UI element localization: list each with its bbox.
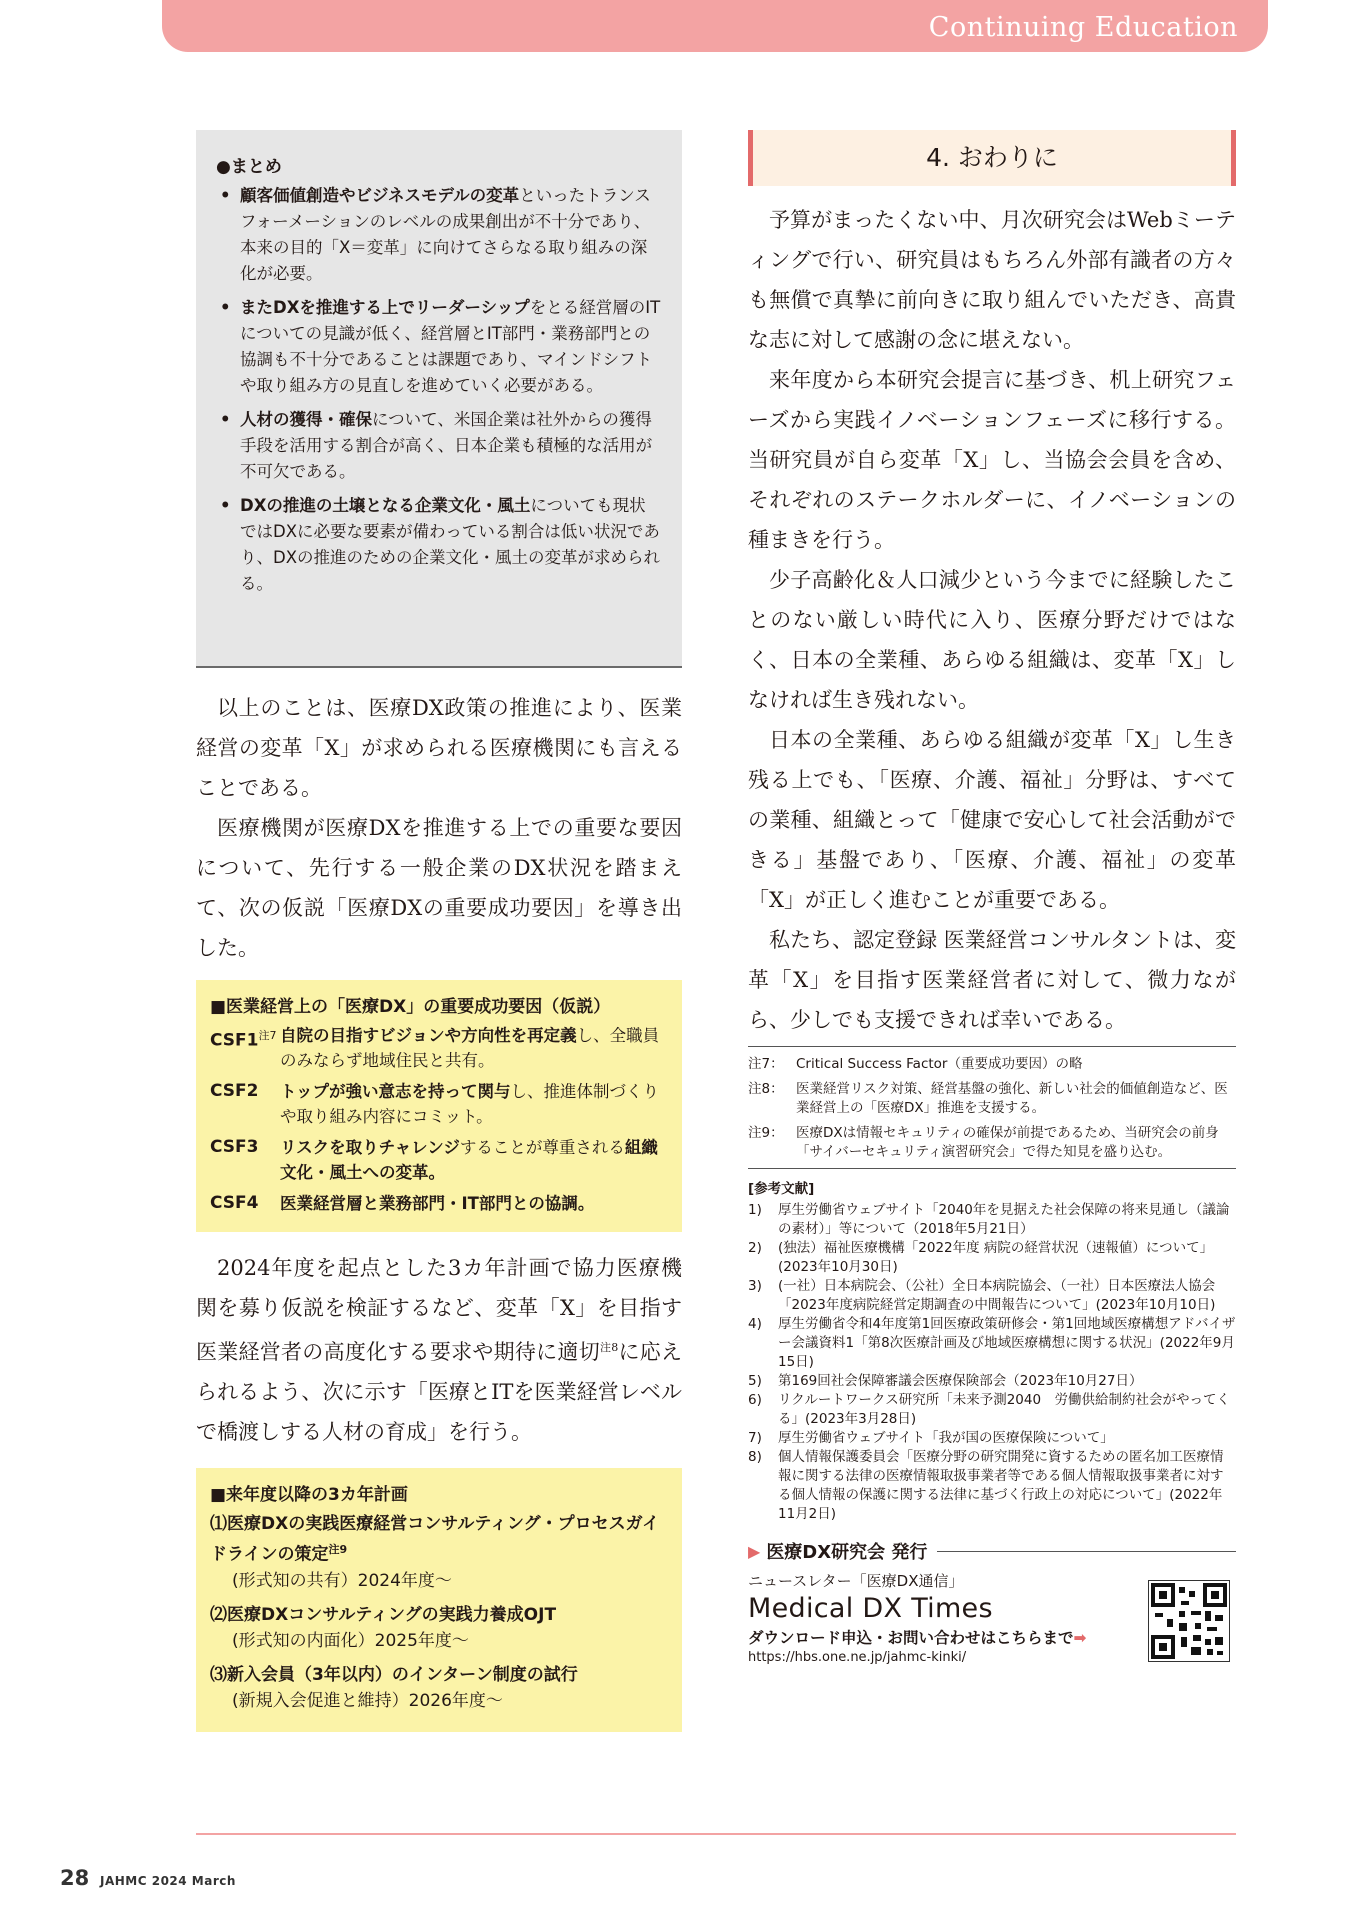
body-paragraph: 医療機関が医療DXを推進する上での重要な要因について、先行する一般企業のDX状況を踏まえて、次の仮説「医療DXの重要成功要因」を導き出した。 xyxy=(196,816,682,960)
body-paragraph: 2024年度を起点とした3カ年計画で協力医療機関を募り仮説を検証するなど、変革「X」を目指す医業経営者の高度化する要求や期待に適切$^{注8}$に応えられるよう、次に示す「医療とITを医業経営レベルで橋渡しする人材の育成」を行う。 xyxy=(196,1256,683,1444)
summary-box xyxy=(196,130,682,668)
download-link[interactable]: ダウンロード申込・お問い合わせはこちらまで➡ xyxy=(748,1629,1087,1647)
right-column xyxy=(748,130,1236,1688)
body-paragraph: 少子高齢化＆人口減少という今までに経験したことのない厳しい時代に入り、医療分野だけではなく、日本の全業種、あらゆる組織は、変革「X」しなければ生き残れない。 xyxy=(748,568,1236,712)
summary-item: • またDXを推進する上でリーダーシップをとる経営層のITについての見識が低く、経営層とIT部門・業務部門との協調も不十分であることは課題であり、マインドシフトや取り組み方の見直しを進めていく必要がある。 xyxy=(216,295,662,399)
plan-item: ⑶新入会員（3年以内）のインターン制度の試行 (新規入会促進と維持）2026年度〜 xyxy=(210,1664,578,1711)
reference-item: 6) リクルートワークス研究所「未来予測2040 労働供給制約社会がやってくる」(2023年3月28日) xyxy=(748,1392,1231,1427)
footnote: 注9： 医療DXは情報セキュリティの確保が前提であるため、当研究会の前身「サイバーセキュリティ演習研究会」で得た知見を盛り込む。 xyxy=(748,1125,1219,1160)
summary-item: • DXの推進の土壌となる企業文化・風土についても現状ではDXに必要な要素が備わっている割合は低い状況であり、DXの推進のための企業文化・風土の変革が求められる。 xyxy=(216,493,662,597)
plan-box-title: ■来年度以降の3カ年計画 xyxy=(210,1485,408,1505)
csf-item: CSF1$^{注7}$ 自院の目指すビジョンや方向性を再定義し、全職員のみならず地域住民と共有。 xyxy=(210,1026,660,1070)
csf-item: CSF3 リスクを取りチャレンジすることが尊重される組織文化・風土への変革。 xyxy=(210,1137,658,1182)
csf-item: CSF2 トップが強い意志を持って関与し、推進体制づくりや取り組み内容にコミット。 xyxy=(210,1081,660,1126)
journal-label: JAHMC 2024 March xyxy=(100,1874,236,1888)
publisher-url[interactable]: https://hbs.one.ne.jp/jahmc-kinki/ xyxy=(748,1650,967,1665)
body-paragraph: 日本の全業種、あらゆる組織が変革「X」し生き残る上でも、「医療、介護、福祉」分野は、すべての業種、組織とって「健康で安心して社会活動ができる」基盤であり、「医療、介護、福祉」の変革「X」が正しく進むことが重要である。 xyxy=(748,728,1236,912)
csf-box-title: ■医業経営上の「医療DX」の重要成功要因（仮説） xyxy=(210,997,611,1017)
csf-item: CSF4 医業経営層と業務部門・IT部門との協調。 xyxy=(210,1193,595,1213)
references-title: [参考文献] xyxy=(748,1181,815,1197)
reference-item: 2) (独法）福祉医療機構「2022年度 病院の経営状況（速報値）について」(2023年10月30日) xyxy=(748,1240,1214,1275)
header-banner xyxy=(162,0,1268,52)
footnote: 注8： 医業経営リスク対策、経営基盤の強化、新しい社会的価値創造など、医業経営上の「医療DX」推進を支援する。 xyxy=(748,1081,1228,1116)
plan-box xyxy=(196,1468,682,1732)
csf-box xyxy=(196,980,682,1232)
reference-item: 4) 厚生労働省令和4年度第1回医療政策研修会・第1回地域医療構想アドバイザー会議資料1「第8次医療計画及び地域医療構想に関する状況」(2022年9月15日) xyxy=(748,1316,1236,1370)
plan-item: ⑴医療DXの実践医療経営コンサルティング・プロセスガイドラインの策定$^{注9}$ (形式知の共有）2024年度〜 xyxy=(210,1514,660,1591)
summary-item: • 人材の獲得・確保について、米国企業は社外からの獲得手段を活用する割合が高く、日本企業も積極的な活用が不可欠である。 xyxy=(216,407,662,485)
body-paragraph: 私たち、認定登録 医業経営コンサルタントは、変革「X」を目指す医業経営者に対して、微力ながら、少しでも支援できれば幸いである。 xyxy=(748,928,1236,1032)
summary-item: • 顧客価値創造やビジネスモデルの変革といったトランスフォーメーションのレベルの成果創出が不十分であり、本来の目的「X＝変革」に向けてさらなる取り組みの深化が必要。 xyxy=(216,183,662,287)
reference-item: 3) (一社）日本病院会、（公社）全日本病院協会、（一社）日本医療法人協会「2023年度病院経営定期調査の中間報告について」(2023年10月10日) xyxy=(748,1278,1216,1313)
body-paragraph: 予算がまったくない中、月次研究会はWebミーティングで行い、研究員はもちろん外部有識者の方々も無償で真摯に前向きに取り組んでいただき、高貴な志に対して感謝の念に堪えない。 xyxy=(748,208,1236,352)
publisher-heading: 医療DX研究会 発行 xyxy=(766,1542,928,1563)
left-column xyxy=(196,130,682,1732)
reference-item: 7) 厚生労働省ウェブサイト「我が国の医療保険について」 xyxy=(748,1430,1114,1446)
body-paragraph: 来年度から本研究会提言に基づき、机上研究フェーズから実践イノベーションフェーズに移行する。当研究員が自ら変革「X」し、当協会会員を含め、それぞれのステークホルダーに、イノベーションの種まきを行う。 xyxy=(748,368,1236,552)
header-title: Continuing Education xyxy=(928,12,1238,43)
arrow-right-icon: ➡ xyxy=(1073,1629,1087,1647)
reference-item: 5) 第169回社会保障審議会医療保険部会（2023年10月27日） xyxy=(748,1373,1143,1389)
body-paragraph: 以上のことは、医療DX政策の推進により、医業経営の変革「X」が求められる医療機関にも言えることである。 xyxy=(196,696,682,800)
reference-item: 8) 個人情報保護委員会「医療分野の研究開発に資するための匿名加工医療情報に関する法律の医療情報取扱事業者等である個人情報取扱事業者に対する個人情報の保護に関する法律に基づく行政上の対応について」(2022年11月2日) xyxy=(748,1449,1224,1522)
section-title: 4. おわりに xyxy=(748,130,1236,186)
footnote: 注7： Critical Success Factor（重要成功要因）の略 xyxy=(748,1056,1083,1072)
newsletter-label: ニュースレター「医療DX通信」 xyxy=(748,1572,964,1590)
footer-divider xyxy=(196,1833,1236,1835)
page-number: 28 xyxy=(60,1866,90,1890)
divider xyxy=(748,1046,1236,1047)
publisher-block xyxy=(748,1538,1236,1688)
divider xyxy=(748,1168,1236,1169)
triangle-right-icon: ▶ xyxy=(748,1541,761,1561)
qr-code-icon[interactable] xyxy=(1148,1580,1230,1662)
reference-item: 1) 厚生労働省ウェブサイト「2040年を見据えた社会保障の将来見通し（議論の素材）」等について（2018年5月21日） xyxy=(748,1202,1230,1237)
summary-title: ●まとめ xyxy=(216,157,282,177)
plan-item: ⑵医療DXコンサルティングの実践力養成OJT (形式知の内面化）2025年度〜 xyxy=(210,1604,557,1651)
newsletter-name: Medical DX Times xyxy=(748,1593,993,1624)
